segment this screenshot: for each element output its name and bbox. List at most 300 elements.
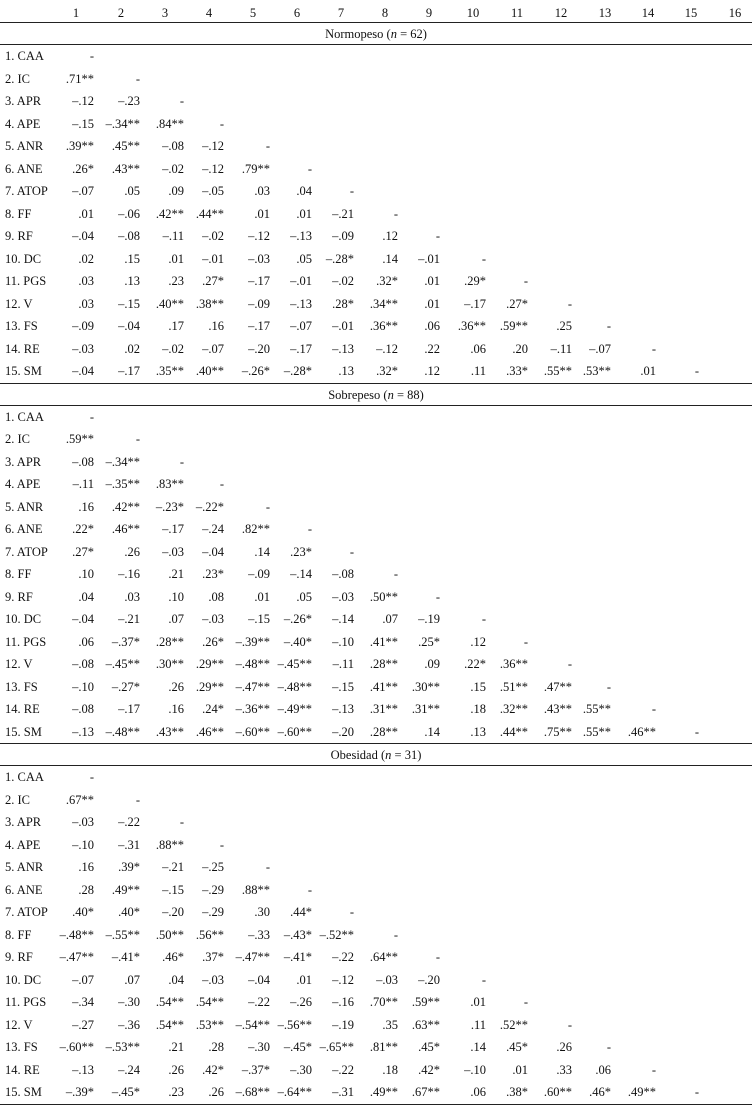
column-header-12: 12 [554, 6, 568, 20]
group-title-n: n [385, 748, 392, 762]
correlation-cell: .18 [382, 1062, 398, 1077]
correlation-cell: –.22 [118, 815, 140, 829]
correlation-cell: .01 [424, 274, 440, 288]
correlation-cell: .01 [254, 206, 270, 221]
row-label: 2. IC [5, 432, 30, 446]
row-label: 7. ATOP [5, 544, 48, 559]
table-row [0, 653, 752, 675]
table-row [0, 811, 752, 833]
correlation-cell: –.09 [332, 229, 354, 243]
row-label: 9. RF [5, 229, 33, 243]
table-row [0, 451, 752, 473]
column-header-9: 9 [425, 6, 433, 20]
correlation-cell: .06 [470, 1085, 486, 1099]
table-row [0, 518, 752, 540]
correlation-cell: .09 [424, 657, 440, 671]
correlation-cell: .59** [499, 319, 528, 333]
correlation-cell: - [481, 612, 486, 626]
correlation-cell: .07 [382, 612, 398, 626]
correlation-cell: .10 [168, 589, 184, 604]
correlation-cell: - [135, 71, 140, 86]
row-label: 10. DC [5, 612, 42, 626]
correlation-cell: .21 [168, 1040, 184, 1054]
correlation-cell: –.60** [59, 1040, 94, 1054]
correlation-cell: .49** [627, 1085, 656, 1099]
correlation-cell: .44** [195, 206, 224, 221]
correlation-cell: .16 [208, 319, 224, 333]
correlation-cell: - [219, 477, 224, 491]
correlation-cell: .06 [470, 341, 486, 356]
correlation-cell: .81** [369, 1040, 398, 1054]
correlation-cell: .41** [369, 634, 398, 649]
group-title-suffix: = 62) [396, 27, 427, 41]
correlation-cell: - [694, 724, 699, 739]
correlation-cell: –.31 [118, 837, 140, 852]
correlation-cell: –.36** [235, 702, 270, 716]
correlation-cell: .28 [78, 882, 94, 897]
correlation-cell: .67** [65, 792, 94, 807]
correlation-cell: –.30 [290, 1062, 312, 1077]
correlation-cell: –.19 [418, 612, 440, 626]
correlation-cell: –.37* [111, 634, 140, 649]
correlation-cell: –.04 [72, 229, 94, 243]
correlation-cell: –.26* [241, 364, 270, 378]
correlation-cell: –.04 [202, 544, 224, 559]
correlation-cell: .47** [543, 679, 572, 694]
correlation-cell: .01 [78, 206, 94, 221]
correlation-cell: –.03 [248, 251, 270, 266]
correlation-cell: .05 [296, 251, 312, 266]
correlation-cell: - [393, 927, 398, 942]
correlation-cell: .03 [78, 296, 94, 311]
correlation-cell: .25 [556, 319, 572, 333]
correlation-cell: –.15 [72, 116, 94, 131]
correlation-cell: –.52** [319, 927, 354, 942]
correlation-cell: - [435, 950, 440, 964]
correlation-cell: –.12 [72, 94, 94, 108]
correlation-cell: .25* [418, 634, 440, 649]
table-row [0, 360, 752, 382]
table-row [0, 1014, 752, 1036]
correlation-cell: .15 [124, 251, 140, 266]
correlation-cell: .26 [124, 544, 140, 559]
correlation-cell: .75** [543, 724, 572, 739]
correlation-cell: .22 [424, 341, 440, 356]
group-title-n: n [387, 387, 394, 402]
correlation-cell: .33* [506, 364, 528, 378]
correlation-cell: .54** [195, 995, 224, 1009]
correlation-cell: .04 [168, 972, 184, 987]
correlation-cell: .23* [202, 567, 224, 581]
correlation-cell: –.02 [202, 229, 224, 243]
column-header-8: 8 [381, 6, 389, 20]
correlation-cell: –.14 [332, 612, 354, 626]
correlation-cell: –.29 [202, 905, 224, 919]
correlation-cell: .06 [424, 319, 440, 333]
correlation-cell: –.12 [202, 161, 224, 176]
correlation-cell: –.27 [72, 1017, 94, 1032]
correlation-cell: - [481, 972, 486, 987]
correlation-cell: .46* [162, 950, 184, 964]
correlation-cell: –.28* [283, 364, 312, 378]
correlation-cell: .02 [78, 251, 94, 266]
table-row [0, 721, 752, 743]
table-row [0, 698, 752, 720]
correlation-cell: –.60** [277, 724, 312, 739]
table-row [0, 1036, 752, 1058]
correlation-cell: –.10 [72, 837, 94, 852]
correlation-cell: .67** [411, 1085, 440, 1099]
correlation-cell: .17 [168, 319, 184, 333]
column-header-11: 11 [510, 6, 524, 20]
correlation-cell: .27* [202, 274, 224, 288]
table-row [0, 946, 752, 968]
correlation-cell: –.41* [111, 950, 140, 964]
correlation-cell: –.10 [332, 634, 354, 649]
correlation-cell: –.20 [418, 972, 440, 987]
correlation-cell: .30** [155, 657, 184, 671]
correlation-cell: - [523, 634, 528, 649]
correlation-cell: –.17 [290, 341, 312, 356]
correlation-cell: –.22 [332, 1062, 354, 1077]
correlation-cell: .04 [78, 589, 94, 604]
row-label: 5. ANR [5, 139, 44, 153]
row-label: 4. APE [5, 477, 41, 491]
correlation-cell: - [89, 409, 94, 424]
correlation-cell: –.19 [332, 1017, 354, 1032]
correlation-cell: –.34** [105, 116, 140, 131]
column-header-4: 4 [205, 6, 213, 20]
correlation-cell: .50** [369, 589, 398, 604]
correlation-cell: –.08 [72, 657, 94, 671]
correlation-cell: .54** [155, 1017, 184, 1032]
group-bottom-rule [0, 1104, 752, 1105]
correlation-cell: –.03 [162, 544, 184, 559]
correlation-cell: .26* [72, 161, 94, 176]
correlation-cell: .10 [78, 567, 94, 581]
table-row [0, 135, 752, 157]
correlation-cell: –.03 [376, 972, 398, 987]
row-label: 12. V [5, 296, 33, 311]
row-label: 8. FF [5, 927, 32, 942]
correlation-cell: –.01 [290, 274, 312, 288]
correlation-cell: .20 [512, 341, 528, 356]
row-label: 1. CAA [5, 409, 44, 424]
correlation-cell: .71** [65, 71, 94, 86]
column-header-7: 7 [337, 6, 345, 20]
table-row [0, 68, 752, 90]
correlation-cell: .01 [512, 1062, 528, 1077]
correlation-cell: –.27* [111, 679, 140, 694]
correlation-cell: .23* [290, 544, 312, 559]
correlation-cell: .46** [195, 724, 224, 739]
column-header-16: 16 [728, 6, 742, 20]
correlation-cell: .88** [241, 882, 270, 897]
correlation-cell: –.13 [332, 702, 354, 716]
correlation-cell: .51** [499, 679, 528, 694]
correlation-cell: .46* [589, 1085, 611, 1099]
correlation-cell: .09 [168, 184, 184, 198]
correlation-cell: .43** [111, 161, 140, 176]
correlation-cell: - [606, 1040, 611, 1054]
correlation-cell: –.48** [105, 724, 140, 739]
row-label: 8. FF [5, 206, 32, 221]
correlation-cell: –.04 [72, 364, 94, 378]
correlation-cell: .03 [254, 184, 270, 198]
correlation-cell: .05 [124, 184, 140, 198]
row-label: 15. SM [5, 364, 42, 378]
correlation-cell: - [651, 341, 656, 356]
correlation-cell: - [219, 116, 224, 131]
correlation-cell: .44** [499, 724, 528, 739]
correlation-cell: - [219, 837, 224, 852]
column-header-1: 1 [72, 6, 80, 20]
correlation-cell: –.64** [277, 1085, 312, 1099]
correlation-cell: .01 [168, 251, 184, 266]
correlation-cell: - [89, 770, 94, 784]
correlation-cell: –.11 [72, 477, 94, 491]
correlation-cell: .53** [195, 1017, 224, 1032]
correlation-cell: –.33 [248, 927, 270, 942]
row-label: 1. CAA [5, 770, 44, 784]
correlation-cell: –.23 [118, 94, 140, 108]
correlation-cell: .01 [640, 364, 656, 378]
row-label: 6. ANE [5, 882, 43, 897]
correlation-cell: - [349, 544, 354, 559]
correlation-cell: –.01 [332, 319, 354, 333]
correlation-cell: .49** [111, 882, 140, 897]
table-row [0, 45, 752, 67]
correlation-cell: –.47** [235, 950, 270, 964]
table-row [0, 879, 752, 901]
correlation-cell: .41** [369, 679, 398, 694]
correlation-cell: –.29 [202, 882, 224, 897]
row-label: 9. RF [5, 950, 33, 964]
group-title [0, 744, 752, 766]
row-label: 11. PGS [5, 274, 47, 288]
correlation-cell: .40* [118, 905, 140, 919]
correlation-cell: –.17 [248, 319, 270, 333]
correlation-cell: –.10 [464, 1062, 486, 1077]
row-label: 5. ANR [5, 860, 44, 874]
correlation-cell: .55** [543, 364, 572, 378]
table-row [0, 270, 752, 292]
table-row [0, 563, 752, 585]
correlation-cell: .26 [168, 1062, 184, 1077]
correlation-cell: –.07 [290, 319, 312, 333]
table-row [0, 991, 752, 1013]
correlation-cell: .26 [556, 1040, 572, 1054]
correlation-cell: - [265, 860, 270, 874]
correlation-cell: .53** [582, 364, 611, 378]
correlation-cell: - [89, 49, 94, 63]
correlation-cell: .34** [369, 296, 398, 311]
correlation-cell: –.12 [202, 139, 224, 153]
correlation-cell: .50** [155, 927, 184, 942]
correlation-cell: –.26* [283, 612, 312, 626]
correlation-cell: –.03 [202, 612, 224, 626]
row-label: 4. APE [5, 837, 41, 852]
row-label: 6. ANE [5, 161, 43, 176]
correlation-cell: –.48** [235, 657, 270, 671]
correlation-cell: .39** [65, 139, 94, 153]
correlation-cell: .28** [155, 634, 184, 649]
correlation-cell: –.34** [105, 454, 140, 469]
correlation-cell: - [651, 1062, 656, 1077]
correlation-cell: –.13 [332, 341, 354, 356]
row-label: 15. SM [5, 1085, 42, 1099]
correlation-cell: .54** [155, 995, 184, 1009]
correlation-cell: .35 [382, 1017, 398, 1032]
row-label: 8. FF [5, 567, 32, 581]
correlation-cell: .22* [72, 522, 94, 536]
correlation-cell: .36** [457, 319, 486, 333]
correlation-cell: –.11 [332, 657, 354, 671]
correlation-cell: –.12 [248, 229, 270, 243]
correlation-cell: .27* [506, 296, 528, 311]
correlation-cell: –.11 [162, 229, 184, 243]
group-title [0, 23, 752, 45]
group-title-n: n [390, 27, 397, 41]
table-row [0, 924, 752, 946]
correlation-cell: .46** [627, 724, 656, 739]
correlation-cell: –.53** [105, 1040, 140, 1054]
column-header-5: 5 [249, 6, 257, 20]
correlation-cell: –.02 [332, 274, 354, 288]
correlation-cell: .06 [595, 1062, 611, 1077]
correlation-cell: .11 [470, 1017, 486, 1032]
correlation-cell: - [349, 184, 354, 198]
correlation-cell: .03 [78, 274, 94, 288]
table-row [0, 901, 752, 923]
correlation-cell: .30** [411, 679, 440, 694]
correlation-cell: –.22 [332, 950, 354, 964]
correlation-cell: .43** [543, 702, 572, 716]
row-label: 4. APE [5, 116, 41, 131]
table-row [0, 969, 752, 991]
table-row [0, 856, 752, 878]
correlation-cell: .32* [376, 364, 398, 378]
correlation-cell: .42** [111, 499, 140, 514]
correlation-cell: –.45* [283, 1040, 312, 1054]
correlation-cell: - [523, 274, 528, 288]
correlation-cell: .14 [254, 544, 270, 559]
row-label: 11. PGS [5, 634, 47, 649]
correlation-cell: –.01 [202, 251, 224, 266]
column-header-row [0, 2, 752, 24]
correlation-cell: - [481, 251, 486, 266]
correlation-cell: .60** [543, 1085, 572, 1099]
correlation-cell: –.17 [248, 274, 270, 288]
correlation-cell: –.16 [332, 995, 354, 1009]
column-header-2: 2 [117, 6, 125, 20]
correlation-cell: - [307, 522, 312, 536]
correlation-cell: –.23* [155, 499, 184, 514]
correlation-cell: –.13 [72, 1062, 94, 1077]
correlation-cell: –.02 [162, 161, 184, 176]
correlation-cell: .13 [470, 724, 486, 739]
correlation-cell: –.03 [332, 589, 354, 604]
correlation-cell: .01 [296, 972, 312, 987]
correlation-cell: - [265, 499, 270, 514]
table-row [0, 90, 752, 112]
row-label: 10. DC [5, 251, 42, 266]
correlation-cell: –.08 [162, 139, 184, 153]
correlation-cell: .39* [118, 860, 140, 874]
correlation-cell: .14 [382, 251, 398, 266]
correlation-cell: –.12 [376, 341, 398, 356]
correlation-cell: –.35** [105, 477, 140, 491]
correlation-cell: .42* [202, 1062, 224, 1077]
correlation-cell: –.37* [241, 1062, 270, 1077]
table-row [0, 248, 752, 270]
table-row [0, 1081, 752, 1103]
correlation-cell: .46** [111, 522, 140, 536]
row-label: 7. ATOP [5, 905, 48, 919]
correlation-cell: .14 [470, 1040, 486, 1054]
column-header-6: 6 [293, 6, 301, 20]
correlation-cell: –.09 [248, 296, 270, 311]
correlation-cell: .35** [155, 364, 184, 378]
table-row [0, 180, 752, 202]
correlation-cell: .05 [296, 589, 312, 604]
correlation-cell: .49** [369, 1085, 398, 1099]
correlation-cell: .45* [506, 1040, 528, 1054]
correlation-cell: .40** [195, 364, 224, 378]
correlation-cell: - [567, 1017, 572, 1032]
correlation-cell: .16 [168, 702, 184, 716]
row-label: 2. IC [5, 71, 30, 86]
correlation-cell: –.14 [290, 567, 312, 581]
correlation-cell: - [694, 1085, 699, 1099]
correlation-cell: –.20 [162, 905, 184, 919]
correlation-cell: –.17 [118, 364, 140, 378]
correlation-cell: .28 [208, 1040, 224, 1054]
correlation-cell: .28* [332, 296, 354, 311]
correlation-cell: .38* [506, 1085, 528, 1099]
correlation-cell: .44* [290, 905, 312, 919]
correlation-cell: .56** [195, 927, 224, 942]
correlation-cell: –.08 [72, 454, 94, 469]
correlation-cell: .24* [202, 702, 224, 716]
correlation-cell: –.21 [332, 206, 354, 221]
correlation-cell: .14 [424, 724, 440, 739]
correlation-cell: –.16 [118, 567, 140, 581]
correlation-cell: –.22 [248, 995, 270, 1009]
correlation-cell: .13 [338, 364, 354, 378]
table-row [0, 789, 752, 811]
correlation-cell: –.07 [72, 972, 94, 987]
correlation-cell: - [523, 995, 528, 1009]
correlation-cell: .88** [155, 837, 184, 852]
group-title-prefix: Sobrepeso ( [328, 387, 388, 402]
correlation-cell: .01 [470, 995, 486, 1009]
correlation-cell: - [393, 567, 398, 581]
correlation-cell: –.39* [65, 1085, 94, 1099]
correlation-cell: –.68** [235, 1085, 270, 1099]
correlation-cell: –.47** [235, 679, 270, 694]
correlation-cell: .23 [168, 274, 184, 288]
column-header-15: 15 [684, 6, 698, 20]
row-label: 7. ATOP [5, 184, 48, 198]
correlation-cell: –.17 [464, 296, 486, 311]
correlation-cell: .42* [418, 1062, 440, 1077]
correlation-cell: .01 [296, 206, 312, 221]
table-row [0, 473, 752, 495]
table-row [0, 293, 752, 315]
row-label: 5. ANR [5, 499, 44, 514]
correlation-cell: –.36 [118, 1017, 140, 1032]
